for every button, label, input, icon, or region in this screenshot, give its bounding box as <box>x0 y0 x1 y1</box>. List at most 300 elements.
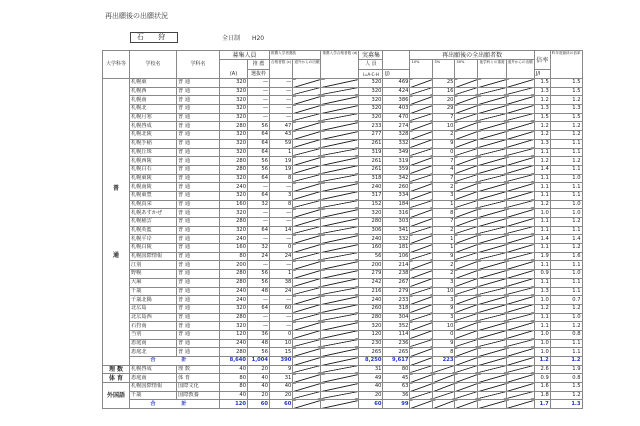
pct5-empty <box>433 374 455 383</box>
other2-empty <box>506 313 534 322</box>
capacity-a: 280 <box>220 157 248 166</box>
other1-empty <box>478 157 506 166</box>
ratio: 1.1 <box>534 261 550 270</box>
pct5: 8 <box>433 209 455 218</box>
recommend-frame: 20 <box>248 391 270 400</box>
total-rec: 60 <box>248 400 270 409</box>
outside-empty <box>293 200 321 209</box>
header-formula: I=A-C-H <box>359 70 383 79</box>
outside-empty <box>293 339 321 348</box>
pct10-empty <box>410 165 433 174</box>
actual-i: 320 <box>359 113 383 122</box>
recommend-frame: 48 <box>248 287 270 296</box>
pct10-empty <box>410 96 433 105</box>
header-dept: 学科名 <box>177 51 220 79</box>
pct10-empty <box>410 174 433 183</box>
dept-name: 普 通 <box>177 209 220 218</box>
other2-empty <box>506 383 534 392</box>
pct5: 2 <box>433 270 455 279</box>
dept-name: 普 通 <box>177 261 220 270</box>
prev-ratio: 1.0 <box>550 313 582 322</box>
school-name: 札幌丘珠 <box>130 148 177 157</box>
pct50-empty <box>455 96 478 105</box>
outside-empty <box>293 374 321 383</box>
other2-empty <box>506 357 534 366</box>
table-row <box>103 87 583 96</box>
other2-empty <box>506 148 534 157</box>
capacity-a: 240 <box>220 287 248 296</box>
pct5: 10 <box>433 287 455 296</box>
dept-name: 普 通 <box>177 139 220 148</box>
capacity-a: 320 <box>220 113 248 122</box>
pct50-empty <box>455 296 478 305</box>
outside-empty <box>293 357 321 366</box>
pct10-empty <box>410 191 433 200</box>
total-ratio: 1.2 <box>534 357 550 366</box>
ratio: 2.6 <box>534 365 550 374</box>
header-rec-result: 推薦入学者選抜 <box>270 51 321 60</box>
school-name: 札幌東陵 <box>130 174 177 183</box>
pct10-empty <box>410 105 433 114</box>
outside-empty <box>293 287 321 296</box>
outside-empty <box>293 191 321 200</box>
pct50-empty <box>455 252 478 261</box>
capacity-a: 320 <box>220 226 248 235</box>
actual-i: 216 <box>359 287 383 296</box>
ratio: 1.1 <box>534 244 550 253</box>
applicants-j: 63 <box>383 383 410 392</box>
dept-name: 普 通 <box>177 226 220 235</box>
d-empty <box>321 183 359 192</box>
other1-empty <box>478 330 506 339</box>
year-label: H20 <box>251 35 265 42</box>
recommend-frame: 64 <box>248 304 270 313</box>
school-name: 恵庭北 <box>130 348 177 357</box>
total-j: 9,617 <box>383 357 410 366</box>
d-empty <box>321 157 359 166</box>
school-name: 恵庭南 <box>130 339 177 348</box>
ratio: 0.9 <box>534 270 550 279</box>
d-empty <box>321 330 359 339</box>
futsu-total-row <box>103 357 583 366</box>
pct50-empty <box>455 374 478 383</box>
d-empty <box>321 96 359 105</box>
other1-empty <box>478 278 506 287</box>
recommend-frame: 36 <box>248 330 270 339</box>
header-school: 学校名 <box>130 51 177 79</box>
capacity-a: 120 <box>220 330 248 339</box>
actual-i: 233 <box>359 122 383 131</box>
rec-count: 59 <box>270 139 293 148</box>
dept-name: 普 通 <box>177 122 220 131</box>
rec-count: 19 <box>270 157 293 166</box>
recommend-frame: — <box>248 79 270 88</box>
header-d: 推薦入学合格者数 (d) <box>321 51 359 79</box>
pct10-empty <box>410 148 433 157</box>
prev-ratio: 1.1 <box>550 348 582 357</box>
ratio: 1.1 <box>534 148 550 157</box>
capacity-a: 80 <box>220 252 248 261</box>
rec-count: — <box>270 87 293 96</box>
other1-empty <box>478 322 506 331</box>
dept-name: 普 通 <box>177 191 220 200</box>
pct10-empty <box>410 200 433 209</box>
header-outside: 道外からの出願 <box>293 60 321 79</box>
pct10-empty <box>410 122 433 131</box>
pct50-empty <box>455 244 478 253</box>
pct5: 7 <box>433 218 455 227</box>
capacity-a: 40 <box>220 391 248 400</box>
table-row <box>103 270 583 279</box>
table-row <box>103 105 583 114</box>
school-name: 千歳北陽 <box>130 296 177 305</box>
capacity-a: 160 <box>220 244 248 253</box>
header-actual: 実募集 <box>359 51 383 60</box>
school-name: 大麻 <box>130 278 177 287</box>
pct50-empty <box>455 131 478 140</box>
pct5-empty <box>433 391 455 400</box>
recommend-frame: 56 <box>248 348 270 357</box>
applicants-j: 45 <box>383 374 410 383</box>
dept-name: 普 通 <box>177 313 220 322</box>
prev-ratio: 1.2 <box>550 244 582 253</box>
capacity-a: 320 <box>220 96 248 105</box>
dept-name: 普 通 <box>177 304 220 313</box>
pct10-empty <box>410 131 433 140</box>
school-name: 札幌啓成 <box>130 122 177 131</box>
dept-name: 普 通 <box>177 322 220 331</box>
recommend-frame: 20 <box>248 365 270 374</box>
actual-i: 318 <box>359 174 383 183</box>
actual-i: 242 <box>359 278 383 287</box>
other1-empty <box>478 174 506 183</box>
other2-empty <box>506 339 534 348</box>
table-row <box>103 287 583 296</box>
outside-empty <box>293 330 321 339</box>
ratio: 0.9 <box>534 374 550 383</box>
rec-count: — <box>270 79 293 88</box>
pct10-empty <box>410 270 433 279</box>
outside-empty <box>293 131 321 140</box>
table-row <box>103 174 583 183</box>
applicants-j: 386 <box>383 96 410 105</box>
capacity-a: 320 <box>220 209 248 218</box>
school-name: 札幌白石 <box>130 165 177 174</box>
pct10-empty <box>410 113 433 122</box>
other2-empty <box>506 96 534 105</box>
prev-ratio: 1.2 <box>550 218 582 227</box>
school-name: 北広島西 <box>130 313 177 322</box>
d-empty <box>321 287 359 296</box>
outside-empty <box>293 183 321 192</box>
dept-name: 普 通 <box>177 339 220 348</box>
actual-i: 260 <box>359 304 383 313</box>
d-empty <box>321 278 359 287</box>
pct5: 0 <box>433 330 455 339</box>
pct10-empty <box>410 304 433 313</box>
header-10pct: 10% <box>410 60 433 79</box>
other1-empty <box>478 365 506 374</box>
dept-name: 普 通 <box>177 330 220 339</box>
capacity-a: 320 <box>220 105 248 114</box>
rec-count: 20 <box>270 391 293 400</box>
pct50-empty <box>455 400 478 409</box>
header-category: 大学科等 <box>103 51 130 79</box>
outside-empty <box>293 235 321 244</box>
other1-empty <box>478 209 506 218</box>
pct50-empty <box>455 139 478 148</box>
total-a: 8,640 <box>220 357 248 366</box>
other2-empty <box>506 348 534 357</box>
pct5: 1 <box>433 200 455 209</box>
capacity-a: 280 <box>220 122 248 131</box>
ratio: 1.3 <box>534 87 550 96</box>
actual-i: 49 <box>359 374 383 383</box>
school-name: 札幌啓成 <box>130 365 177 374</box>
pct50-empty <box>455 218 478 227</box>
d-empty <box>321 122 359 131</box>
header-rec-count: 合格者数 (c) <box>270 60 293 79</box>
ratio: 1.0 <box>534 330 550 339</box>
prev-ratio: 1.1 <box>550 261 582 270</box>
pct50-empty <box>455 122 478 131</box>
dept-name: 普 通 <box>177 157 220 166</box>
d-empty <box>321 313 359 322</box>
recommend-frame: — <box>248 209 270 218</box>
recommend-frame: — <box>248 87 270 96</box>
pct50-empty <box>455 174 478 183</box>
applicants-j: 328 <box>383 131 410 140</box>
total-prev: 1.3 <box>550 400 582 409</box>
other1-empty <box>478 261 506 270</box>
ratio: 1.6 <box>534 383 550 392</box>
dept-name: 普 通 <box>177 244 220 253</box>
ratio: 1.2 <box>534 131 550 140</box>
dept-name: 普 通 <box>177 148 220 157</box>
pct5: 9 <box>433 304 455 313</box>
recommend-frame: 64 <box>248 226 270 235</box>
pct10-empty <box>410 209 433 218</box>
table-row <box>103 365 583 374</box>
dept-name: 普 通 <box>177 287 220 296</box>
actual-i: 320 <box>359 322 383 331</box>
pct5: 29 <box>433 105 455 114</box>
system-label: 全日制 <box>222 35 241 42</box>
pct5-empty <box>433 400 455 409</box>
applicants-j: 352 <box>383 322 410 331</box>
rec-count: 47 <box>270 122 293 131</box>
school-name: 札幌英藍 <box>130 226 177 235</box>
school-name: 札幌手稲 <box>130 139 177 148</box>
pct5: 7 <box>433 113 455 122</box>
pct10-empty <box>410 374 433 383</box>
recommend-frame: — <box>248 113 270 122</box>
rec-count: 19 <box>270 165 293 174</box>
ratio: 1.1 <box>534 218 550 227</box>
applicants-j: 334 <box>383 191 410 200</box>
outside-empty <box>293 391 321 400</box>
other2-empty <box>506 79 534 88</box>
other1-empty <box>478 252 506 261</box>
ratio: 1.5 <box>534 113 550 122</box>
actual-i: 317 <box>359 191 383 200</box>
other1-empty <box>478 139 506 148</box>
actual-i: 320 <box>359 105 383 114</box>
rec-count: 38 <box>270 278 293 287</box>
d-empty <box>321 174 359 183</box>
applicants-j: 279 <box>383 287 410 296</box>
prev-ratio: 1.1 <box>550 287 582 296</box>
actual-i: 280 <box>359 313 383 322</box>
applicants-j: 469 <box>383 79 410 88</box>
actual-i: 265 <box>359 348 383 357</box>
pct10-empty <box>410 400 433 409</box>
pct10-empty <box>410 183 433 192</box>
other2-empty <box>506 209 534 218</box>
outside-empty <box>293 113 321 122</box>
actual-i: 20 <box>359 391 383 400</box>
header-capacity: 募集人員 <box>220 51 270 60</box>
total-label: 合 計 <box>130 357 220 366</box>
pct50-empty <box>455 105 478 114</box>
d-empty <box>321 226 359 235</box>
school-name: 札幌稲雲 <box>130 218 177 227</box>
prev-ratio: 0.8 <box>550 330 582 339</box>
ratio: 1.3 <box>534 287 550 296</box>
recommend-frame: 56 <box>248 165 270 174</box>
other2-empty <box>506 244 534 253</box>
actual-i: 320 <box>359 87 383 96</box>
pct5: 10 <box>433 322 455 331</box>
outside-empty <box>293 304 321 313</box>
actual-i: 160 <box>359 244 383 253</box>
rec-count: — <box>270 96 293 105</box>
school-name: 千歳 <box>130 287 177 296</box>
other1-empty <box>478 339 506 348</box>
prev-ratio: 1.6 <box>550 252 582 261</box>
capacity-a: 40 <box>220 365 248 374</box>
header-recommend: 推 薦 <box>248 60 270 70</box>
actual-i: 319 <box>359 148 383 157</box>
dept-name: 普 通 <box>177 96 220 105</box>
capacity-a: 240 <box>220 339 248 348</box>
pct50-empty <box>455 200 478 209</box>
header-ratio: 倍率 <box>534 51 550 70</box>
prev-ratio: 1.3 <box>550 105 582 114</box>
school-name: 札幌南陵 <box>130 183 177 192</box>
recommend-frame: — <box>248 105 270 114</box>
table-row <box>103 209 583 218</box>
other1-empty <box>478 313 506 322</box>
table-row <box>103 165 583 174</box>
pct10-empty <box>410 287 433 296</box>
pct5: 10 <box>433 122 455 131</box>
actual-i: 306 <box>359 226 383 235</box>
other2-empty <box>506 374 534 383</box>
recommend-frame: 64 <box>248 148 270 157</box>
table-row <box>103 261 583 270</box>
table-row <box>103 244 583 253</box>
prev-ratio: 1.2 <box>550 122 582 131</box>
pct10-empty <box>410 87 433 96</box>
recommend-frame: — <box>248 322 270 331</box>
prev-ratio: 1.2 <box>550 304 582 313</box>
dept-name: 国際教養 <box>177 391 220 400</box>
other-total-row <box>103 400 583 409</box>
school-name: 札幌西陵 <box>130 157 177 166</box>
d-empty <box>321 113 359 122</box>
rec-count: 8 <box>270 200 293 209</box>
d-empty <box>321 322 359 331</box>
pct50-empty <box>455 383 478 392</box>
school-name: 当別 <box>130 330 177 339</box>
d-empty <box>321 235 359 244</box>
rec-count: — <box>270 209 293 218</box>
total-rec: 1,004 <box>248 357 270 366</box>
dept-name: 普 通 <box>177 113 220 122</box>
pct5: 9 <box>433 252 455 261</box>
other2-empty <box>506 391 534 400</box>
rec-count: 1 <box>270 270 293 279</box>
pct5: 25 <box>433 79 455 88</box>
pct5: 16 <box>433 87 455 96</box>
capacity-a: 240 <box>220 183 248 192</box>
school-name: 札幌白陵 <box>130 244 177 253</box>
applicants-j: 403 <box>383 105 410 114</box>
outside-empty <box>293 278 321 287</box>
school-name: 札幌北 <box>130 105 177 114</box>
d-empty <box>321 261 359 270</box>
ratio: 1.0 <box>534 339 550 348</box>
other1-empty <box>478 374 506 383</box>
school-name: 札幌月寒 <box>130 113 177 122</box>
outside-empty <box>293 122 321 131</box>
school-name: 札幌南 <box>130 96 177 105</box>
rec-count: 0 <box>270 330 293 339</box>
pct50-empty <box>455 365 478 374</box>
applicants-j: 342 <box>383 174 410 183</box>
dept-name: 普 通 <box>177 165 220 174</box>
other1-empty <box>478 87 506 96</box>
recommend-frame: 40 <box>248 383 270 392</box>
pct5: 4 <box>433 165 455 174</box>
d-empty <box>321 304 359 313</box>
pct50-empty <box>455 270 478 279</box>
d-empty <box>321 270 359 279</box>
pct5: 7 <box>433 174 455 183</box>
pct50-empty <box>455 148 478 157</box>
other1-empty <box>478 383 506 392</box>
d-empty <box>321 391 359 400</box>
table-row <box>103 191 583 200</box>
capacity-a: 160 <box>220 200 248 209</box>
other1-empty <box>478 296 506 305</box>
pct50-empty <box>455 113 478 122</box>
recommend-frame: 48 <box>248 339 270 348</box>
pct10-empty <box>410 339 433 348</box>
capacity-a: 280 <box>220 218 248 227</box>
other1-empty <box>478 304 506 313</box>
school-name: 江別 <box>130 261 177 270</box>
d-empty <box>321 87 359 96</box>
applicants-j: 316 <box>383 209 410 218</box>
rec-count: — <box>270 235 293 244</box>
pct5: 1 <box>433 244 455 253</box>
other1-empty <box>478 131 506 140</box>
table-row <box>103 200 583 209</box>
rec-count: 8 <box>270 174 293 183</box>
pct10-empty <box>410 235 433 244</box>
